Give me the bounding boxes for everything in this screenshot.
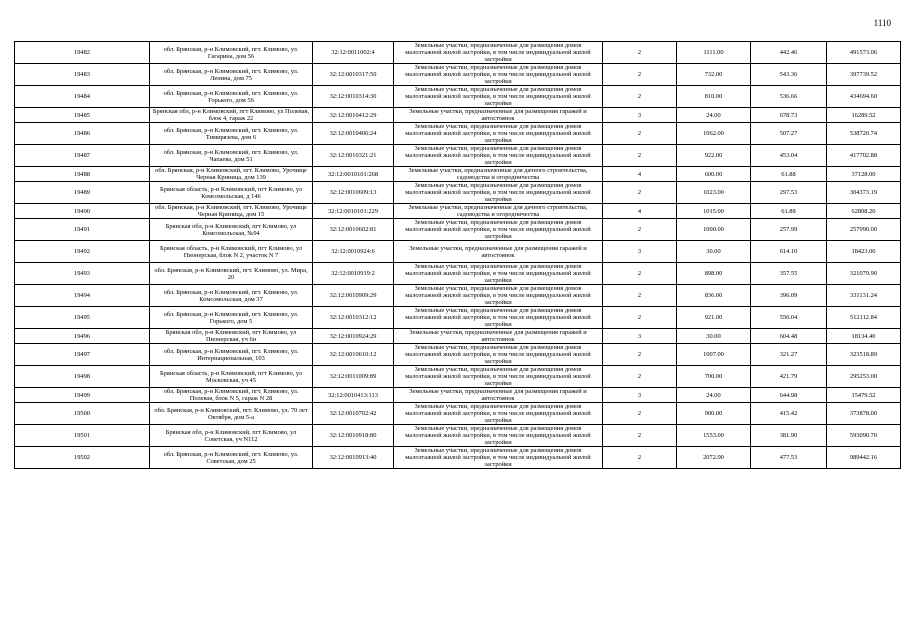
specific-value-cell: 61.88 [751, 204, 827, 219]
area-cell: 30.00 [677, 241, 751, 263]
table-row [15, 344, 901, 366]
address-cell: обл. Брянская, р-н Климовский, пгт. Климово, ул. Чапаева, дом 51 [150, 145, 313, 167]
land-use-cell: Земельные участки, предназначенные для размещения домов малоэтажной жилой застройки, в том числе индивидуальной жилой застройки [394, 219, 603, 241]
record-number-cell: 19493 [15, 263, 150, 285]
table-row [15, 403, 901, 425]
cadastral-value-cell: 331131.24 [827, 285, 901, 307]
address-cell: обл. Брянская, р-н Климовский, пгт. Климово, Урочище Черная Криница, дом 15 [150, 204, 313, 219]
area-cell: 1062.00 [677, 123, 751, 145]
use-group-cell: 2 [603, 145, 677, 167]
use-group-cell: 2 [603, 285, 677, 307]
cadastral-number-cell: 32:12:0010924:29 [313, 329, 394, 344]
table-row [15, 204, 901, 219]
land-use-cell: Земельные участки, предназначенные для размещения домов малоэтажной жилой застройки, в том числе индивидуальной жилой застройки [394, 447, 603, 469]
address-cell: обл. Брянская, р-н Климовский, пгт. Климово, ул. Гагарина, дом 56 [150, 42, 313, 64]
land-use-cell: Земельные участки, предназначенные для размещения домов малоэтажной жилой застройки, в том числе индивидуальной жилой застройки [394, 366, 603, 388]
table-row [15, 145, 901, 167]
cadastral-number-cell: 32:12:0010602:81 [313, 219, 394, 241]
specific-value-cell: 614.10 [751, 241, 827, 263]
record-number-cell: 19490 [15, 204, 150, 219]
address-cell: обл. Брянская, р-н Климовский, пгт. Климово, ул. Мира, 20 [150, 263, 313, 285]
address-cell: обл. Брянская, р-н Климовский, пгт. Климово, ул. 70 лет Октября, дом 5-а [150, 403, 313, 425]
land-use-cell: Земельные участки, предназначенные для размещения домов малоэтажной жилой застройки, в том числе индивидуальной жилой застройки [394, 425, 603, 447]
record-number-cell: 19482 [15, 42, 150, 64]
cadastral-value-cell: 397739.52 [827, 64, 901, 86]
cadastral-number-cell: 32:12:0010101:229 [313, 204, 394, 219]
record-number-cell: 19491 [15, 219, 150, 241]
cadastral-value-cell: 304373.19 [827, 182, 901, 204]
specific-value-cell: 678.73 [751, 108, 827, 123]
area-cell: 921.00 [677, 307, 751, 329]
area-cell: 1007.00 [677, 344, 751, 366]
cadastral-value-cell: 62808.20 [827, 204, 901, 219]
address-cell: Брянская обл, р-н Климовский, пгт Климово, ул Комсомольская, №94 [150, 219, 313, 241]
use-group-cell: 2 [603, 64, 677, 86]
use-group-cell: 3 [603, 329, 677, 344]
land-use-cell: Земельные участки, предназначенные для дачного строительства, садоводства и огородничества [394, 204, 603, 219]
use-group-cell: 2 [603, 425, 677, 447]
record-number-cell: 19494 [15, 285, 150, 307]
cadastral-value-cell: 417702.88 [827, 145, 901, 167]
record-number-cell: 19487 [15, 145, 150, 167]
specific-value-cell: 321.27 [751, 344, 827, 366]
cadastral-number-cell: 32:12:0011009:89 [313, 366, 394, 388]
use-group-cell: 3 [603, 241, 677, 263]
specific-value-cell: 477.53 [751, 447, 827, 469]
record-number-cell: 19499 [15, 388, 150, 403]
area-cell: 898.00 [677, 263, 751, 285]
area-cell: 922.00 [677, 145, 751, 167]
cadastral-number-cell: 32:12:0010913:40 [313, 447, 394, 469]
area-cell: 836.00 [677, 285, 751, 307]
address-cell: Брянская обл, р-н Климовский, пгт Климово, ул Советская, уч N112 [150, 425, 313, 447]
table-row [15, 329, 901, 344]
cadastral-value-cell: 491573.06 [827, 42, 901, 64]
area-cell: 700.00 [677, 366, 751, 388]
cadastral-number-cell: 32:12:0010317:50 [313, 64, 394, 86]
land-use-cell: Земельные участки, предназначенные для дачного строительства, садоводства и огородничества [394, 167, 603, 182]
specific-value-cell: 257.99 [751, 219, 827, 241]
table-body [15, 42, 901, 469]
cadastral-value-cell: 18134.40 [827, 329, 901, 344]
use-group-cell: 3 [603, 388, 677, 403]
page-number: 1110 [873, 18, 891, 28]
area-cell: 30.00 [677, 329, 751, 344]
specific-value-cell: 297.53 [751, 182, 827, 204]
address-cell: обл. Брянская, р-н Климовский, пгт. Климово, ул. Интернациональная, 103 [150, 344, 313, 366]
area-cell: 2072.00 [677, 447, 751, 469]
cadastral-value-cell: 989442.16 [827, 447, 901, 469]
table-row [15, 123, 901, 145]
cadastral-number-cell: 32:12:0011002:4 [313, 42, 394, 64]
cadastral-number-cell: 32:12:0010412:29 [313, 108, 394, 123]
cadastral-number-cell: 32:12:0010702:42 [313, 403, 394, 425]
cadastral-value-cell: 295253.00 [827, 366, 901, 388]
address-cell: обл. Брянская, р-н Климовский, пгт. Климово, Урочище Черная Криница, дом 139 [150, 167, 313, 182]
specific-value-cell: 453.04 [751, 145, 827, 167]
record-number-cell: 19492 [15, 241, 150, 263]
record-number-cell: 19486 [15, 123, 150, 145]
specific-value-cell: 61.88 [751, 167, 827, 182]
area-cell: 810.00 [677, 86, 751, 108]
specific-value-cell: 543.36 [751, 64, 827, 86]
area-cell: 1023.00 [677, 182, 751, 204]
address-cell: обл. Брянская, р-н Климовский, пгт. Климово, ул. Горького, дом 56 [150, 86, 313, 108]
record-number-cell: 19483 [15, 64, 150, 86]
cadastral-value-cell: 593090.70 [827, 425, 901, 447]
specific-value-cell: 357.55 [751, 263, 827, 285]
specific-value-cell: 381.90 [751, 425, 827, 447]
land-use-cell: Земельные участки, предназначенные для размещения домов малоэтажной жилой застройки, в том числе индивидуальной жилой застройки [394, 182, 603, 204]
specific-value-cell: 536.66 [751, 86, 827, 108]
address-cell: обл. Брянская, р-н Климовский, пгт. Климово, ул. Полевая, блок N 5, гараж N 28 [150, 388, 313, 403]
record-number-cell: 19484 [15, 86, 150, 108]
cadastral-value-cell: 373878.00 [827, 403, 901, 425]
cadastral-number-cell: 32:12:0010918:80 [313, 425, 394, 447]
table-row [15, 182, 901, 204]
address-cell: Брянская область, р-н Климовский, пгт Климово, ул Пионерская, блок N 2, участок N 7 [150, 241, 313, 263]
record-number-cell: 19498 [15, 366, 150, 388]
land-use-cell: Земельные участки, предназначенные для размещения гаражей и автостоянок [394, 329, 603, 344]
table-row [15, 167, 901, 182]
specific-value-cell: 396.09 [751, 285, 827, 307]
cadastral-value-cell: 18423.00 [827, 241, 901, 263]
area-cell: 1015.00 [677, 204, 751, 219]
cadastral-number-cell: 32:12:0010909:29 [313, 285, 394, 307]
use-group-cell: 2 [603, 219, 677, 241]
address-cell: Брянская область, р-н Климовский, пгт Климово, ул Комсомольская, д 146 [150, 182, 313, 204]
use-group-cell: 2 [603, 307, 677, 329]
use-group-cell: 2 [603, 182, 677, 204]
land-use-cell: Земельные участки, предназначенные для размещения домов малоэтажной жилой застройки, в том числе индивидуальной жилой застройки [394, 263, 603, 285]
specific-value-cell: 442.46 [751, 42, 827, 64]
record-number-cell: 19501 [15, 425, 150, 447]
address-cell: обл. Брянская, р-н Климовский, пгт. Климово, ул. Ленина, дом 75 [150, 64, 313, 86]
area-cell: 1553.00 [677, 425, 751, 447]
area-cell: 600.00 [677, 167, 751, 182]
cadastral-number-cell: 32:12:0010312:12 [313, 307, 394, 329]
use-group-cell: 4 [603, 204, 677, 219]
address-cell: Брянская обл, р-н Климовский, пгт Климово, ул Пионерская, уч 6н [150, 329, 313, 344]
table-row [15, 388, 901, 403]
land-use-cell: Земельные участки, предназначенные для размещения домов малоэтажной жилой застройки, в том числе индивидуальной жилой застройки [394, 42, 603, 64]
use-group-cell: 2 [603, 263, 677, 285]
cadastral-number-cell: 32:12:0010413:113 [313, 388, 394, 403]
record-number-cell: 19496 [15, 329, 150, 344]
land-use-cell: Земельные участки, предназначенные для размещения гаражей и автостоянок [394, 388, 603, 403]
use-group-cell: 2 [603, 447, 677, 469]
table-row [15, 285, 901, 307]
address-cell: обл. Брянская, р-н Климовский, пгт. Климово, ул. Горького, дом 5 [150, 307, 313, 329]
record-number-cell: 19502 [15, 447, 150, 469]
specific-value-cell: 507.27 [751, 123, 827, 145]
area-cell: 1000.00 [677, 219, 751, 241]
land-use-cell: Земельные участки, предназначенные для размещения гаражей и автостоянок [394, 241, 603, 263]
use-group-cell: 2 [603, 86, 677, 108]
area-cell: 24.00 [677, 388, 751, 403]
table-row [15, 366, 901, 388]
record-number-cell: 19489 [15, 182, 150, 204]
cadastral-number-cell: 32:12:0010610:12 [313, 344, 394, 366]
record-number-cell: 19500 [15, 403, 150, 425]
use-group-cell: 2 [603, 366, 677, 388]
cadastral-value-cell: 257990.00 [827, 219, 901, 241]
cadastral-value-cell: 538720.74 [827, 123, 901, 145]
table-row [15, 425, 901, 447]
address-cell: Брянская область, р-н Климовский, пгт Климово, ул Московская, уч 45 [150, 366, 313, 388]
cadastral-number-cell: 32:12:0010314:30 [313, 86, 394, 108]
table-row [15, 219, 901, 241]
table-row [15, 86, 901, 108]
cadastral-number-cell: 32:12:0010919:2 [313, 263, 394, 285]
record-number-cell: 19485 [15, 108, 150, 123]
cadastral-value-cell: 321079.90 [827, 263, 901, 285]
area-cell: 732.00 [677, 64, 751, 86]
cadastral-number-cell: 32:12:0010609:13 [313, 182, 394, 204]
specific-value-cell: 415.42 [751, 403, 827, 425]
specific-value-cell: 556.04 [751, 307, 827, 329]
record-number-cell: 19488 [15, 167, 150, 182]
use-group-cell: 2 [603, 403, 677, 425]
land-use-cell: Земельные участки, предназначенные для размещения гаражей и автостоянок [394, 108, 603, 123]
table-row [15, 64, 901, 86]
address-cell: Брянская обл, р-н Климовский, пгт Климово, ул Полевая, блок 4, гараж 22 [150, 108, 313, 123]
table-row [15, 108, 901, 123]
cadastral-number-cell: 32:12:0010924:6 [313, 241, 394, 263]
address-cell: обл. Брянская, р-н Климовский, пгт. Климово, ул. Советская, дом 25 [150, 447, 313, 469]
use-group-cell: 2 [603, 344, 677, 366]
specific-value-cell: 604.48 [751, 329, 827, 344]
table-row [15, 241, 901, 263]
land-use-cell: Земельные участки, предназначенные для размещения домов малоэтажной жилой застройки, в том числе индивидуальной жилой застройки [394, 86, 603, 108]
specific-value-cell: 644.98 [751, 388, 827, 403]
use-group-cell: 2 [603, 42, 677, 64]
address-cell: обл. Брянская, р-н Климовский, пгт. Климово, ул. Тимирязева, дом 6 [150, 123, 313, 145]
area-cell: 24.00 [677, 108, 751, 123]
table-row [15, 447, 901, 469]
use-group-cell: 4 [603, 167, 677, 182]
cadastral-number-cell: 32:12:0010101:268 [313, 167, 394, 182]
cadastral-value-cell: 434694.60 [827, 86, 901, 108]
cadastral-value-cell: 323518.89 [827, 344, 901, 366]
address-cell: обл. Брянская, р-н Климовский, пгт. Климово, ул. Комсомольская, дом 37 [150, 285, 313, 307]
area-cell: 900.00 [677, 403, 751, 425]
cadastral-number-cell: 32:12:0010406:24 [313, 123, 394, 145]
cadastral-value-table [14, 41, 901, 469]
cadastral-value-cell: 512112.84 [827, 307, 901, 329]
table-row [15, 42, 901, 64]
cadastral-value-cell: 15479.52 [827, 388, 901, 403]
land-use-cell: Земельные участки, предназначенные для размещения домов малоэтажной жилой застройки, в том числе индивидуальной жилой застройки [394, 145, 603, 167]
land-use-cell: Земельные участки, предназначенные для размещения домов малоэтажной жилой застройки, в том числе индивидуальной жилой застройки [394, 64, 603, 86]
table-row [15, 263, 901, 285]
cadastral-value-cell: 16289.52 [827, 108, 901, 123]
table-row [15, 307, 901, 329]
land-use-cell: Земельные участки, предназначенные для размещения домов малоэтажной жилой застройки, в том числе индивидуальной жилой застройки [394, 123, 603, 145]
use-group-cell: 2 [603, 123, 677, 145]
land-use-cell: Земельные участки, предназначенные для размещения домов малоэтажной жилой застройки, в том числе индивидуальной жилой застройки [394, 307, 603, 329]
land-use-cell: Земельные участки, предназначенные для размещения домов малоэтажной жилой застройки, в том числе индивидуальной жилой застройки [394, 344, 603, 366]
land-use-cell: Земельные участки, предназначенные для размещения домов малоэтажной жилой застройки, в том числе индивидуальной жилой застройки [394, 285, 603, 307]
use-group-cell: 3 [603, 108, 677, 123]
cadastral-value-cell: 37128.00 [827, 167, 901, 182]
record-number-cell: 19495 [15, 307, 150, 329]
specific-value-cell: 421.79 [751, 366, 827, 388]
record-number-cell: 19497 [15, 344, 150, 366]
land-use-cell: Земельные участки, предназначенные для размещения домов малоэтажной жилой застройки, в том числе индивидуальной жилой застройки [394, 403, 603, 425]
area-cell: 1111.00 [677, 42, 751, 64]
cadastral-number-cell: 32:12:0010321:21 [313, 145, 394, 167]
